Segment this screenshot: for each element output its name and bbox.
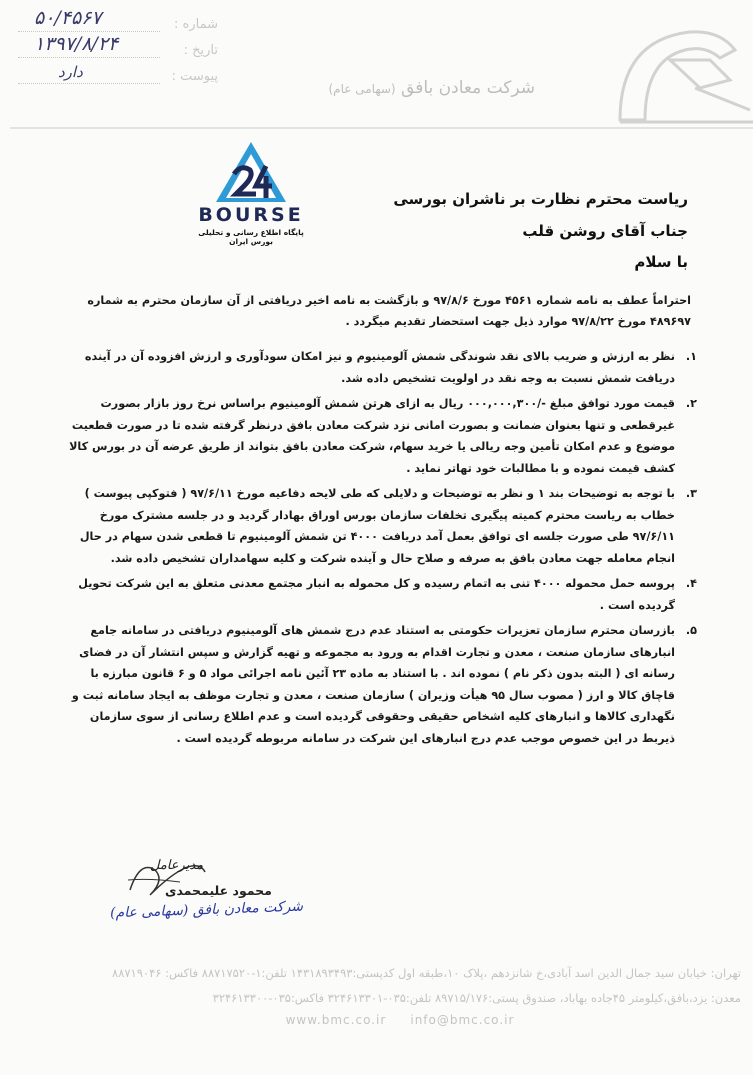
date-row [18, 32, 218, 58]
letter-metadata [18, 6, 218, 84]
list-item [60, 620, 697, 749]
list-item [60, 483, 697, 569]
number-row [18, 6, 218, 32]
item-text: با توجه به توضیحات بند ۱ و نظر به توضیحات و دلایلی که طی لایحه دفاعیه مورخ ۹۷/۶/۱۱ ( فتوکپی پیوست ) خطاب به ریاست محترم کمیته پیگیری تخلفات سازمان بورس اوراق بهادار گردید و در جلسه مشترک مورخ ۹۷/۶/۱۱ طی صورت جلسه ای توافق بعمل آمد دریافت ۴۰۰۰ تن شمش آلومینیوم تا قطعی شدن سهام در حال انجام معامله جهت معادن بافق به صرفه و صلاح حال و آینده شرکت و کلیه سهامداران تشخیص داده شد. [79, 487, 675, 565]
footer-contact [270, 1013, 530, 1027]
number-value: ۵۰/۴۵۶۷ [34, 7, 102, 29]
item-number: ۳. [685, 487, 697, 500]
bourse-watermark [186, 140, 316, 246]
signature-title: مدیرعامل [150, 858, 204, 873]
email-link[interactable]: info@bmc.co.ir [410, 1013, 515, 1027]
website-link[interactable]: www.bmc.co.ir [285, 1013, 387, 1027]
date-value: ۱۳۹۷/۸/۲۴ [34, 33, 119, 55]
item-text: بازرسان محترم سازمان تعزیرات حکومتی به استناد عدم درج شمش های آلومینیوم دریافتی در سامانه جامع انبارهای سازمان صنعت ، معدن و تجارت اقدام به ورود به مجموعه و تهیه گزارش و سپس انتشار آن در فضای رسانه ای ( البته بدون ذکر نام ) نموده اند . با استناد به ماده ۲۳ آئین نامه اجرائی مواد ۵ و ۶ قانون مبارزه با قاچاق کالا و ارز ( مصوب سال ۹۵ هیأت وزیران ) سازمان صنعت ، معدن و تجارت موظف به ایجاد سامانه ثبت و نگهداری کالاها و انبارهای کلیه اشخاص حقیقی وحقوقی گردیده است و عدم اطلاع رسانی از سوی سازمان ذیربط در این خصوص موجب عدم درج انبارهای این شرکت در سامانه مربوطه گردیده است . [71, 624, 675, 745]
attachment-label: پیوست : [171, 69, 218, 84]
item-text: قیمت مورد توافق مبلغ -/۰۰۰,۰۰۰,۳۰۰ ریال به ازای هرتن شمش آلومینیوم براساس نرخ روز بازار بصورت غیرقطعی و تنها بعنوان ضمانت و بصورت امانی نزد شرکت معادن بافق درنظر گرفته شده تا در صورت قطعیت موضوع و عدم امکان تأمین وجه ریالی یا خرید سهام، شرکت معادن بافق بتواند از طریق عرضه آن در بورس کالا کشف قیمت نموده و با مطالبات خود تهاتر نماید . [69, 397, 675, 475]
list-item [60, 573, 697, 616]
attachment-row [18, 58, 218, 84]
company-name: شرکت معادن بافق (سهامی عام) [328, 78, 535, 98]
list-item [60, 346, 697, 389]
header-divider [10, 127, 753, 129]
bourse-brand: BOURSE [198, 204, 304, 226]
signatory-name: محمود علیمحمدی [165, 883, 272, 898]
company-logo-icon [520, 10, 753, 140]
addressee-title: ریاست محترم نظارت بر ناشران بورسی [393, 190, 688, 208]
company-type: (سهامی عام) [328, 82, 396, 96]
attachment-value: دارد [58, 63, 83, 81]
footer-address-tehran: تهران: خیابان سید جمال الدین اسد آبادی،خ شانزدهم ،پلاک ۱۰،طبقه اول کدپستی:۱۴۳۱۸۹۳۴۹۳ تلفن:۱-۸۸۷۱۷۵۲۰ فاکس: ۸۸۷۱۹۰۴۶ [112, 966, 741, 980]
footer-address-mine: معدن: یزد،بافق،کیلومتر ۴۵جاده بهاباد، صندوق پستی:۸۹۷۱۵/۱۷۶ تلفن:۰۳۵-۳۲۴۶۱۳۳۰۱ فاکس:۰۳۵-۳۲۴۶۱۳۳۰۰ [212, 991, 741, 1005]
greeting: با سلام [634, 253, 688, 271]
item-list [60, 346, 697, 753]
item-text: پروسه حمل محموله ۴۰۰۰ تنی به اتمام رسیده و کل محموله به انبار مجتمع معدنی متعلق به این شرکت تحویل گردیده است . [78, 577, 675, 612]
company-stamp: شرکت معادن بافق (سهامی عام) [109, 898, 304, 922]
date-label: تاریخ : [183, 43, 218, 58]
intro-paragraph: احتراماً عطف به نامه شماره ۴۵۶۱ مورخ ۹۷/۸/۶ و بازگشت به نامه اخیر دریافتی از آن سازمان محترم به شماره ۴۸۹۶۹۷ مورخ ۹۷/۸/۲۲ موارد ذیل جهت استحضار تقدیم میگردد . [87, 294, 691, 328]
item-text: نظر به ارزش و ضریب بالای نقد شوندگی شمش آلومینیوم و نیز امکان سودآوری و ارزش افزوده آن در آینده دریافت شمش نسبت به وجه نقد در اولویت تشخیص داده شد. [84, 350, 675, 385]
item-number: ۱. [685, 350, 697, 363]
addressee-name: جناب آقای روشن قلب [522, 222, 688, 240]
number-label: شماره : [174, 17, 218, 32]
item-number: ۵. [685, 624, 697, 637]
list-item [60, 393, 697, 479]
item-number: ۴. [685, 577, 697, 590]
item-number: ۲. [685, 397, 697, 410]
bourse-subtitle: پایگاه اطلاع رسانی و تحلیلی بورس ایران [198, 228, 304, 246]
bourse-logo-icon [186, 140, 316, 206]
